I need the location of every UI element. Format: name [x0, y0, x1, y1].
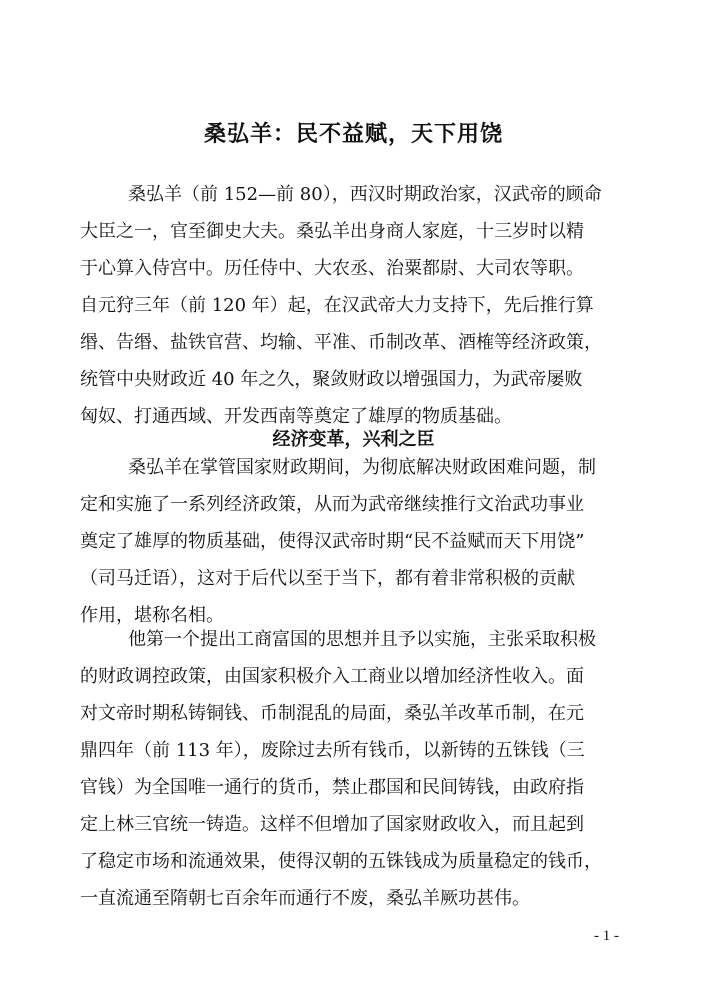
text-line: 缗、告缗、盐铁官营、均输、平准、币制改革、酒榷等经济政策， — [80, 332, 602, 353]
paragraph-economic-policy — [80, 449, 640, 634]
text-line: 的财政调控政策，由国家积极介入工商业以增加经济性收入。面 — [80, 666, 584, 687]
section-heading: 经济变革，兴利之臣 — [272, 429, 435, 450]
paragraph-intro — [80, 176, 640, 435]
text-line: 桑弘羊在掌管国家财政期间，为彻底解决财政困难问题，制 — [128, 457, 596, 478]
text-line: 大臣之一，官至御史大夫。桑弘羊出身商人家庭，十三岁时以精 — [80, 221, 584, 242]
document-title: 桑弘羊：民不益赋，天下用饶 — [203, 121, 503, 147]
text-line: 对文帝时期私铸铜钱、币制混乱的局面，桑弘羊改革币制，在元 — [80, 703, 584, 724]
text-line: 他第一个提出工商富国的思想并且予以实施，主张采取积极 — [128, 629, 596, 650]
text-line: 统管中央财政近 40 年之久，聚敛财政以增强国力，为武帝屡败 — [80, 369, 583, 390]
paragraph-currency-reform — [80, 621, 640, 917]
page-number: - 1 - — [594, 928, 619, 944]
text-line: 自元狩三年（前 120 年）起，在汉武帝大力支持下，先后推行算 — [80, 295, 594, 316]
text-line: 桑弘羊（前 152—前 80），西汉时期政治家，汉武帝的顾命 — [128, 184, 602, 205]
text-line: 奠定了雄厚的物质基础，使得汉武帝时期“民不益赋而天下用饶” — [80, 531, 585, 552]
text-line: 一直流通至隋朝七百余年而通行不废，桑弘羊厥功甚伟。 — [80, 888, 530, 909]
text-line: （司马迁语），这对于后代以至于当下，都有着非常积极的贡献 — [80, 568, 575, 589]
text-line: 匈奴、打通西域、开发西南等奠定了雄厚的物质基础。 — [80, 406, 512, 427]
text-line: 于心算入侍宫中。历任侍中、大农丞、治粟都尉、大司农等职。 — [80, 258, 584, 279]
text-line: 定上林三官统一铸造。这样不但增加了国家财政收入，而且起到 — [80, 814, 584, 835]
text-line: 定和实施了一系列经济政策，从而为武帝继续推行文治武功事业 — [80, 494, 584, 515]
text-line: 官钱）为全国唯一通行的货币，禁止郡国和民间铸钱，由政府指 — [80, 777, 584, 798]
text-line: 鼎四年（前 113 年），废除过去所有钱币，以新铸的五铢钱（三 — [80, 740, 585, 761]
text-line: 了稳定市场和流通效果，使得汉朝的五铢钱成为质量稳定的钱币， — [80, 851, 602, 872]
text-line: 作用，堪称名相。 — [80, 605, 224, 626]
